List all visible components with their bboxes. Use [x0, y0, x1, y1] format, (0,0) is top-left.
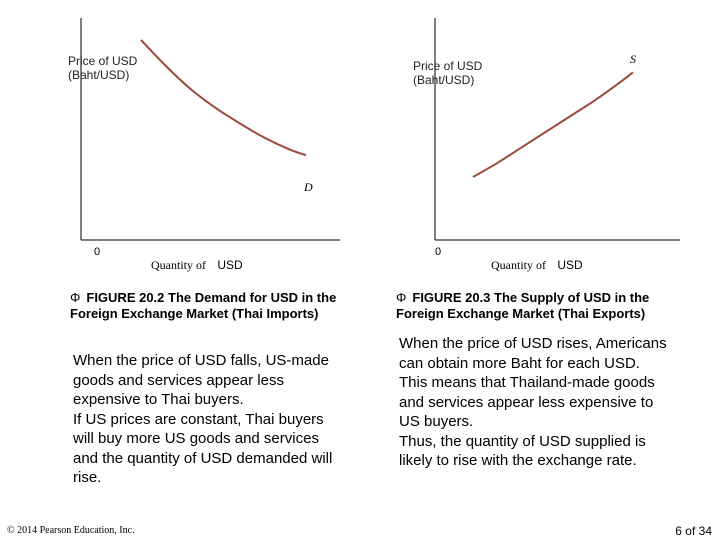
page-number: 6 of 34	[675, 524, 712, 538]
series-label-S: S	[630, 52, 636, 66]
y-axis-label: Price of USD (Baht/USD)	[68, 54, 138, 82]
curve-layer	[473, 72, 633, 177]
copyright-notice: © 2014 Pearson Education, Inc.	[7, 525, 135, 536]
x-axis-label	[491, 258, 583, 273]
paragraph: When the price of USD falls, US-made goods and services appear less expensive to Thai buyers.	[73, 352, 329, 408]
paragraph: When the price of USD rises, Americans can obtain more Baht for each USD.	[399, 335, 667, 372]
x-axis-label-suffix: USD	[217, 258, 243, 272]
origin-label: 0	[435, 246, 442, 258]
x-axis-label-prefix: Quantity of	[151, 258, 206, 272]
x-axis-label-prefix: Quantity of	[491, 258, 546, 272]
demand-chart-panel	[63, 18, 340, 280]
supply-chart	[403, 18, 680, 280]
paragraph: This means that Thailand-made goods and services appear less expensive to US buyers.	[399, 374, 655, 430]
phi-icon: Φ	[396, 290, 407, 305]
caption-text: FIGURE 20.2 The Demand for USD in the Foreign Exchange Market (Thai Imports)	[70, 290, 337, 321]
phi-icon: Φ	[70, 290, 81, 305]
origin-label: 0	[94, 246, 101, 258]
supply-chart-panel	[403, 18, 680, 280]
figure-caption-right	[396, 290, 686, 322]
body-text-left	[73, 351, 335, 488]
series-label-D: D	[304, 180, 313, 194]
body-text-right	[399, 334, 677, 471]
caption-text: FIGURE 20.3 The Supply of USD in the Foreign Exchange Market (Thai Exports)	[396, 290, 650, 321]
paragraph: If US prices are constant, Thai buyers will buy more US goods and services and the quantity of USD demanded will rise.	[73, 410, 333, 486]
figure-caption-left	[70, 290, 350, 322]
paragraph: Thus, the quantity of USD supplied is likely to rise with the exchange rate.	[399, 432, 646, 469]
x-axis-label-suffix: USD	[557, 258, 583, 272]
curve-S	[473, 72, 633, 177]
y-axis-label: Price of USD (Baht/USD)	[413, 59, 483, 87]
x-axis-label	[151, 258, 243, 273]
